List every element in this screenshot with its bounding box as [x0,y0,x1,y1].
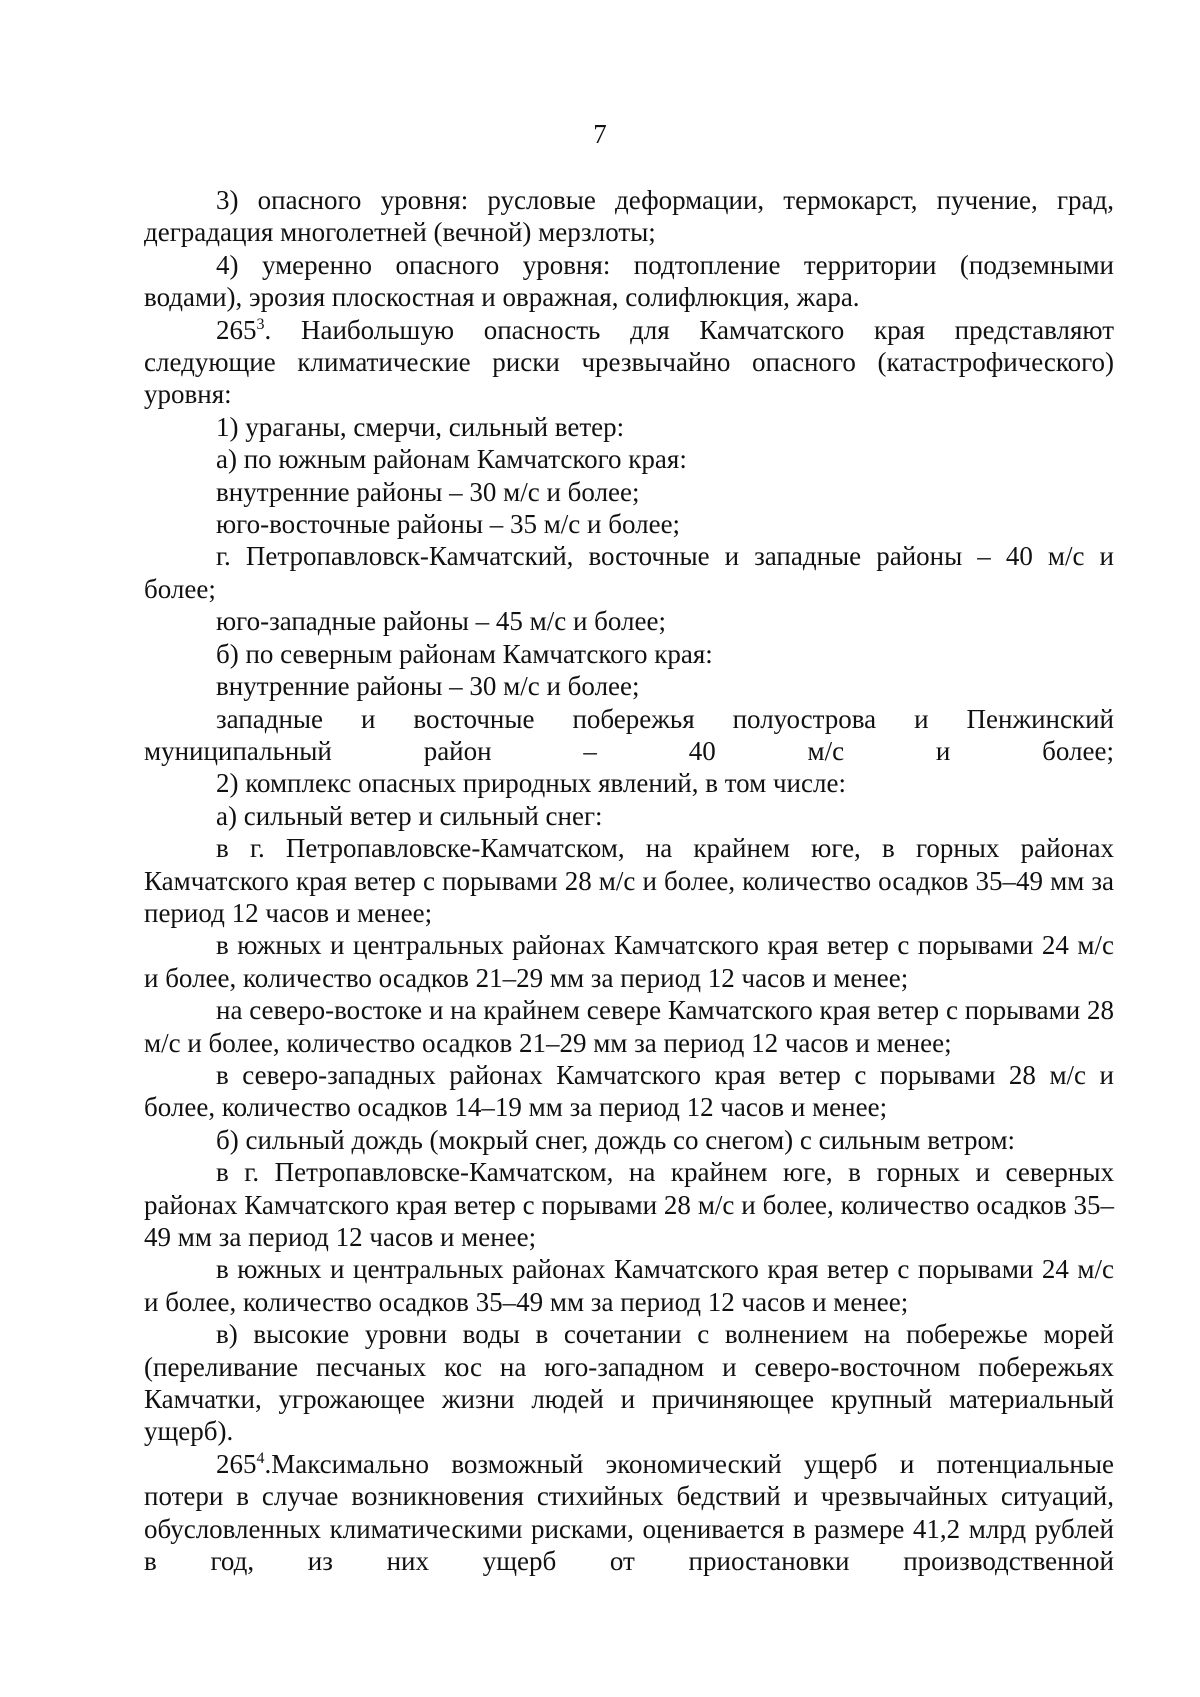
paragraph-superscript: 4 [256,1449,265,1467]
list-item-high-water: в) высокие уровни воды в сочетании с волнением на побережье морей (переливание песчаных кос на юго-западном и северо-восточном побережьях Камчатки, угрожающее жизни людей и причиняющее крупный материальный ущерб). [144,1319,1114,1447]
list-item-wind-snow-petropavlovsk: в г. Петропавловске-Камчатском, на крайнем юге, в горных районах Камчатского края ветер с порывами 28 м/с и более, количество осадков 35–49 мм за период 12 часов и менее; [144,833,1114,928]
list-item-northern-districts: б) по северным районам Камчатского края: [216,638,713,669]
paragraph-superscript: 3 [256,315,265,333]
list-item-petropavlovsk: г. Петропавловск-Камчатский, восточные и западные районы – 40 м/с и более; [144,541,1114,604]
list-item-rain-wind-south-central: в южных и центральных районах Камчатского края ветер с порывами 24 м/с и более, количество осадков 35–49 мм за период 12 часов и менее; [144,1254,1114,1317]
paragraph-item-4: 4) умеренно опасного уровня: подтопление территории (подземными водами), эрозия плоскостная и овражная, солифлюкция, жара. [144,249,1114,313]
paragraph-text: . Наибольшую опасность для Камчатского края представляют следующие климатические риски чрезвычайно опасного (катастрофического) уровня: [144,314,1114,410]
document-body [144,184,1114,1577]
paragraph-2654 [144,1448,1114,1578]
list-item-southern-districts: а) по южным районам Камчатского края: [216,444,687,475]
page-number: 7 [593,119,607,149]
list-item-coasts-penzhinsky: западные и восточные побережья полуострова и Пенжинский муниципальный район – 40 м/с и более; [144,703,1114,766]
list-item-wind-snow-south-central: в южных и центральных районах Камчатского края ветер с порывами 24 м/с и более, количество осадков 21–29 мм за период 12 часов и менее; [144,930,1114,993]
paragraph-item-3: 3) опасного уровня: русловые деформации, термокарст, пучение, град, деградация многолетней (вечной) мерзлоты; [144,185,1114,248]
list-item-wind-snow-northwest: в северо-западных районах Камчатского края ветер с порывами 28 м/с и более, количество осадков 14–19 мм за период 12 часов и менее; [144,1059,1114,1123]
list-item-inner-districts-south: внутренние районы – 30 м/с и более; [216,476,640,507]
paragraph-number: 265 [216,314,257,345]
list-item-hurricanes: 1) ураганы, смерчи, сильный ветер: [216,411,625,442]
list-item-complex-phenomena: 2) комплекс опасных природных явлений, в том числе: [216,768,846,799]
list-item-wind-snow: а) сильный ветер и сильный снег: [216,800,603,831]
list-item-southwest-districts: юго-западные районы – 45 м/с и более; [216,606,666,637]
paragraph-2653 [144,314,1114,411]
list-item-wind-snow-northeast: на северо-востоке и на крайнем севере Камчатского края ветер с порывами 28 м/с и более, количество осадков 21–29 мм за период 12 часов и менее; [144,995,1114,1058]
list-item-rain-wind: б) сильный дождь (мокрый снег, дождь со снегом) с сильным ветром: [216,1124,1016,1155]
list-item-southeast-districts: юго-восточные районы – 35 м/с и более; [216,509,681,540]
paragraph-number: 265 [216,1448,257,1479]
paragraph-text: .Максимально возможный экономический ущерб и потенциальные потери в случае возникновения стихийных бедствий и чрезвычайных ситуаций, обусловленных климатическими рисками, оценивается в размере 41,2 млрд рублей в год, из них ущерб от приостановки производственной [144,1448,1114,1577]
list-item-rain-wind-petropavlovsk: в г. Петропавловске-Камчатском, на крайнем юге, в горных и северных районах Камчатского края ветер с порывами 28 м/с и более, количество осадков 35–49 мм за период 12 часов и менее; [144,1157,1114,1252]
list-item-inner-districts-north: внутренние районы – 30 м/с и более; [216,671,640,702]
